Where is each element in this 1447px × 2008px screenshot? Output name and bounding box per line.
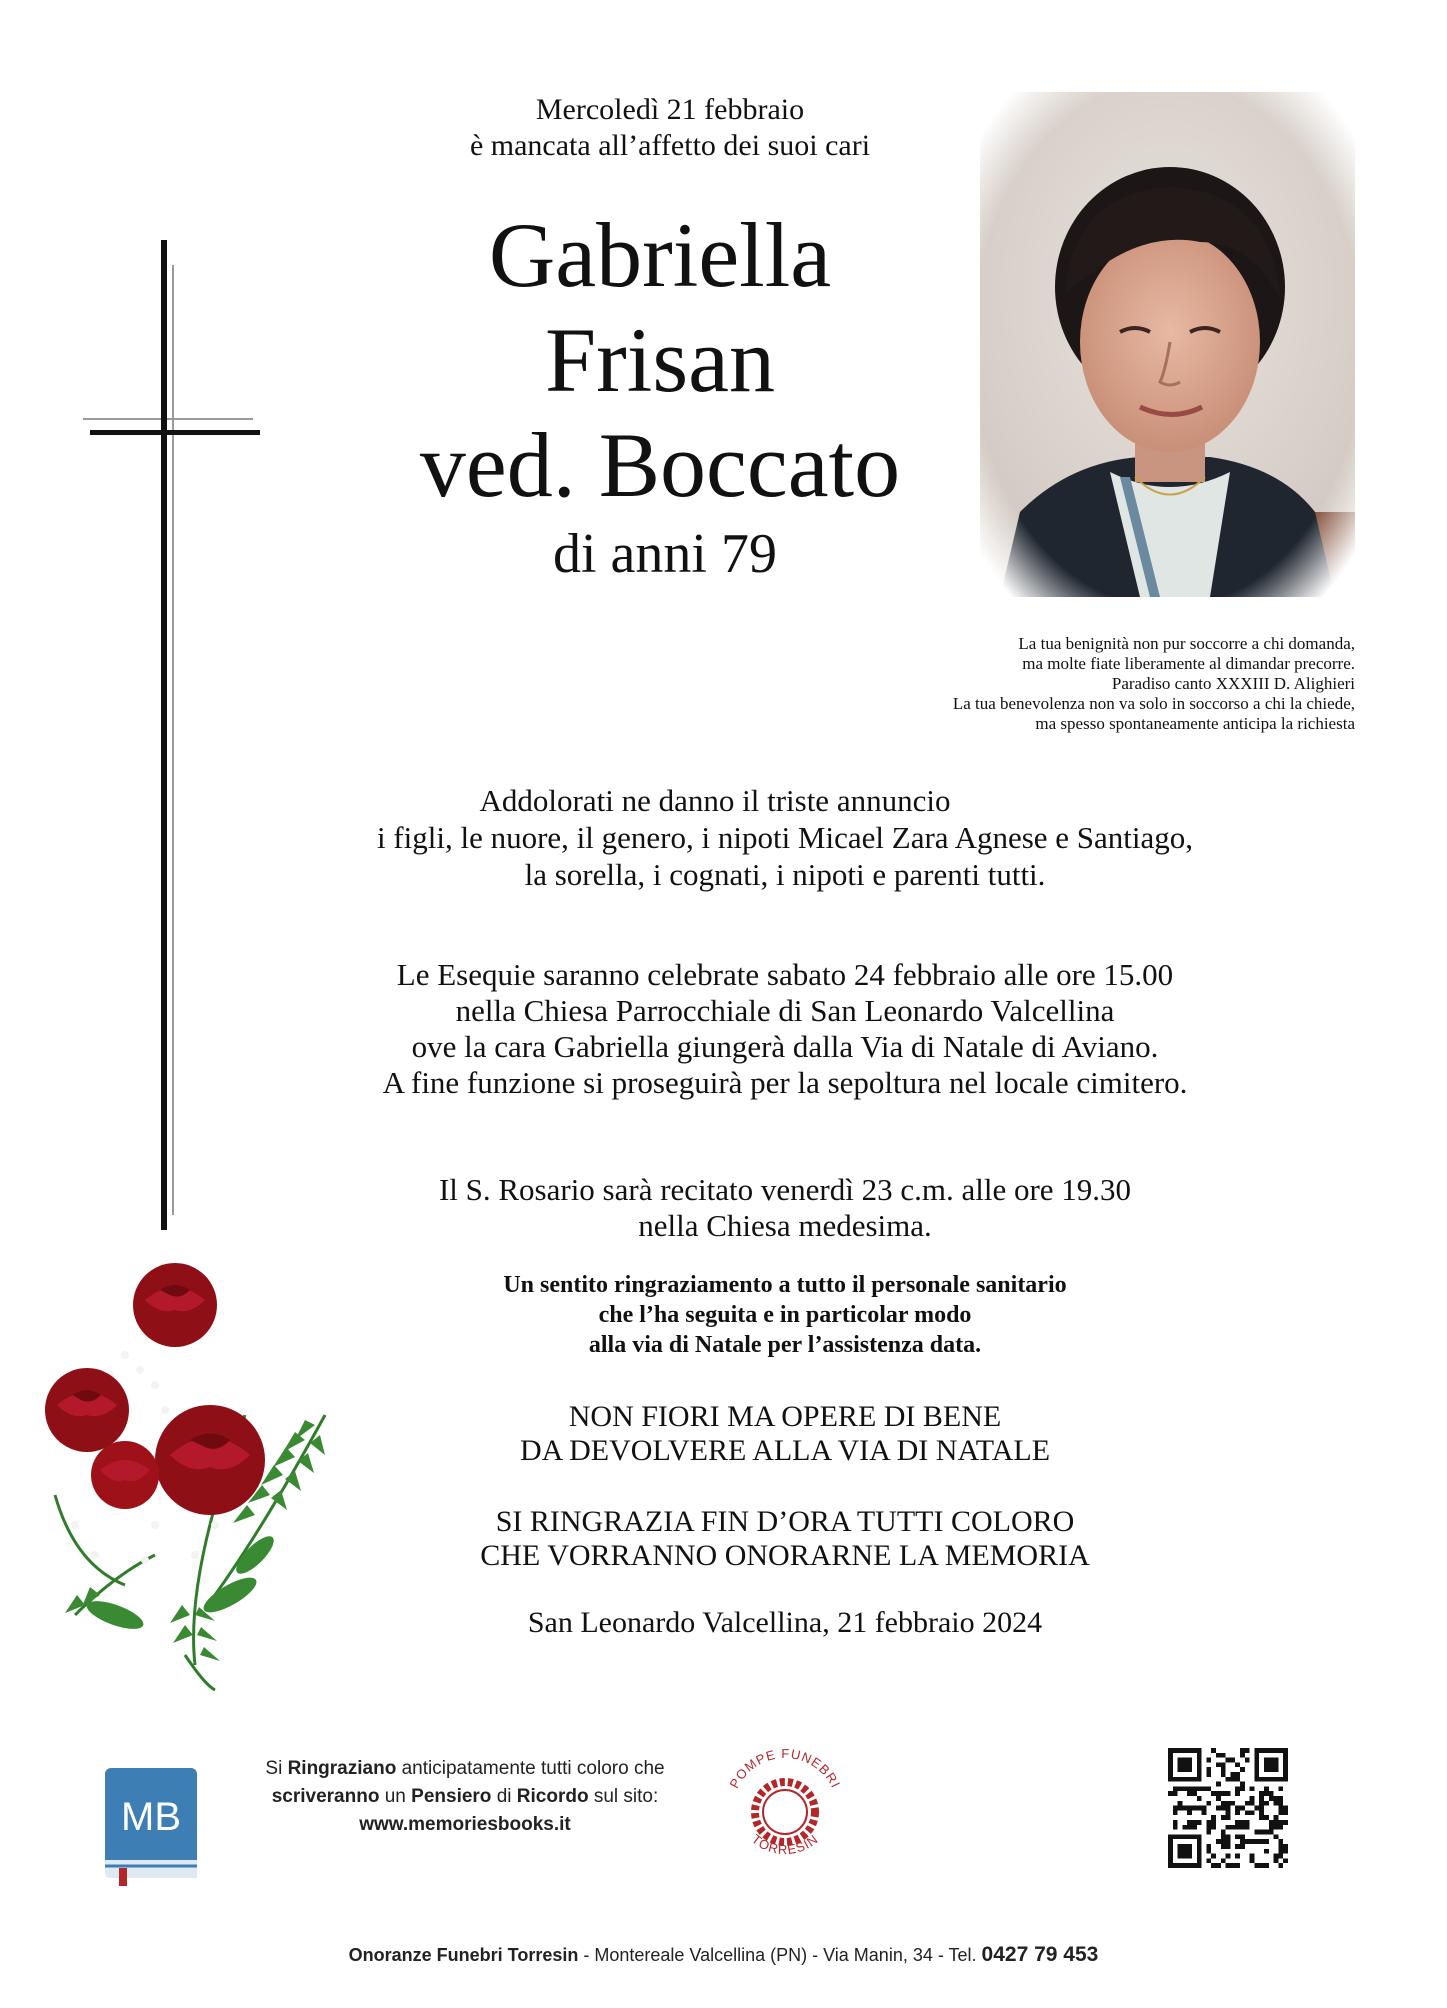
quote-line: ma molte fiate liberamente al dimandar precorre. [1022, 654, 1355, 673]
quote-line: Paradiso canto XXXIII D. Alighieri [1111, 674, 1355, 693]
intro-date: Mercoledì 21 febbraio [535, 93, 805, 126]
footer-word-bold: Pensiero [411, 1786, 492, 1807]
announcement-line: i figli, le nuore, il genero, i nipoti Micael Zara Agnese e Santiago, [376, 820, 1194, 855]
memoriesbooks-logo[interactable] [105, 1768, 205, 1888]
dante-quote [840, 634, 1355, 734]
rosary-line: nella Chiesa medesima. [638, 1208, 932, 1243]
intro-phrase: è mancata all’affetto dei suoi cari [469, 129, 871, 162]
seal-bottom-text: TORRESIN [748, 1831, 822, 1858]
funeral-line: ove la cara Gabriella giungerà dalla Via di Natale di Aviano. [411, 1029, 1159, 1064]
company-phone: 0427 79 453 [981, 1943, 1099, 1966]
cross-icon [161, 240, 167, 1230]
quote-line: La tua benignità non pur soccorre a chi domanda, [1018, 634, 1355, 653]
footer-invitation [215, 1755, 715, 1839]
portrait-photo [980, 92, 1355, 597]
footer-word: di [496, 1786, 512, 1807]
footer-word: sul sito: [593, 1786, 659, 1807]
company-footer [0, 1943, 1447, 1967]
thanks-healthcare [300, 1270, 1270, 1360]
no-flowers-line: NON FIORI MA OPERE DI BENE [568, 1400, 1002, 1433]
footer-word: Si [265, 1758, 283, 1779]
roses-bouquet [15, 1195, 345, 1695]
funeral-details [300, 957, 1270, 1101]
cross-shadow-vertical [172, 265, 174, 1215]
rosary-details [300, 1172, 1270, 1244]
thanks-line: alla via di Natale per l’assistenza data. [588, 1332, 982, 1358]
qr-code[interactable] [1168, 1748, 1288, 1868]
pompe-funebri-seal [715, 1740, 855, 1875]
footer-line-2 [215, 1783, 715, 1811]
thanks-all [300, 1505, 1270, 1573]
footer-word: anticipatamente tutti coloro che [401, 1758, 665, 1779]
funeral-line: Le Esequie saranno celebrate sabato 24 febbraio alle ore 15.00 [396, 957, 1174, 992]
footer-word-bold: Ringraziano [287, 1758, 397, 1779]
cross-bar [90, 430, 260, 435]
quote-line: La tua benevolenza non va solo in soccorso a chi la chiede, [952, 694, 1355, 713]
thanks-all-line: CHE VORRANNO ONORARNE LA MEMORIA [480, 1539, 1090, 1572]
intro-text [420, 92, 920, 164]
announcement-line: la sorella, i cognati, i nipoti e parenti tutti. [524, 857, 1046, 892]
company-address: - Montereale Valcellina (PN) - Via Manin, 34 - Tel. [578, 1945, 982, 1965]
quote-line: ma spesso spontaneamente anticipa la richiesta [1035, 714, 1355, 733]
announcement [300, 782, 1270, 893]
no-flowers-note [300, 1400, 1270, 1468]
company-name: Onoranze Funebri Torresin [348, 1945, 579, 1965]
thanks-all-line: SI RINGRAZIA FIN D’ORA TUTTI COLORO [495, 1505, 1075, 1538]
footer-word-bold: scriveranno [271, 1786, 380, 1807]
last-name: Frisan [545, 309, 775, 411]
age: di anni 79 [553, 523, 777, 585]
footer-word: un [384, 1786, 406, 1807]
thanks-line: che l’ha seguita e in particolar modo [598, 1302, 972, 1328]
cross-shadow-horizontal [83, 418, 253, 420]
married-name: ved. Boccato [419, 414, 901, 516]
place-date: San Leonardo Valcellina, 21 febbraio 2024 [527, 1606, 1043, 1639]
funeral-line: A fine funzione si proseguirà per la sepoltura nel locale cimitero. [382, 1065, 1188, 1100]
seal-top-text: POMPE FUNEBRI [726, 1745, 844, 1791]
mb-logo-text: MB [121, 1795, 181, 1839]
funeral-line: nella Chiesa Parrocchiale di San Leonardo Valcellina [455, 993, 1115, 1028]
footer-word-bold: Ricordo [516, 1786, 589, 1807]
first-name: Gabriella [488, 204, 832, 306]
announcement-line: Addolorati ne danno il triste annuncio [479, 783, 951, 818]
footer-line-1 [215, 1755, 715, 1783]
no-flowers-line: DA DEVOLVERE ALLA VIA DI NATALE [519, 1434, 1051, 1467]
website-link[interactable]: www.memoriesbooks.it [359, 1814, 571, 1835]
thanks-line: Un sentito ringraziamento a tutto il personale sanitario [503, 1272, 1067, 1298]
rosary-line: Il S. Rosario sarà recitato venerdì 23 c.m. alle ore 19.30 [438, 1172, 1132, 1207]
